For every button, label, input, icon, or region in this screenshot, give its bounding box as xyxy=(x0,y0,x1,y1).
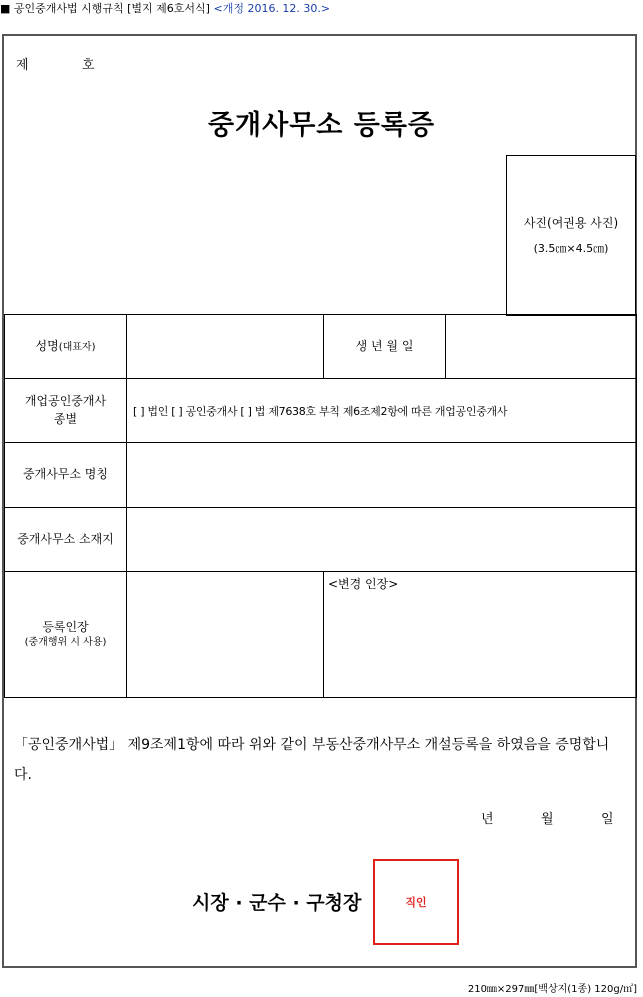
changed-seal-cell xyxy=(324,572,637,698)
registration-table xyxy=(4,314,637,698)
official-seal-box xyxy=(373,859,459,945)
paper-spec: 210㎜×297㎜[백상지(1종) 120g/㎡] xyxy=(467,984,637,995)
table-row xyxy=(5,572,637,698)
number-suffix: 호 xyxy=(82,58,95,73)
document-title: 중개사무소 등록증 xyxy=(207,110,436,141)
seal-value-cell xyxy=(127,572,324,698)
office-address-value-cell xyxy=(127,508,637,572)
type-label-line1: 개업공인중개사 xyxy=(24,394,107,409)
type-options: [ ] 법인 [ ] 공인중개사 [ ] 법 제7638호 부칙 제6조제2항에 따른 개업공인중개사 xyxy=(127,379,637,443)
date-year: 년 xyxy=(481,812,494,827)
birth-value-cell xyxy=(446,315,637,379)
official-seal-label: 직인 xyxy=(405,896,427,909)
seal-label: 등록인장 xyxy=(42,619,89,634)
birth-label: 생 년 월 일 xyxy=(324,315,446,379)
table-row xyxy=(5,443,637,508)
name-label: 성명 xyxy=(35,338,59,353)
number-label: 제 xyxy=(16,58,29,73)
name-sub-label: (대표자) xyxy=(58,341,96,353)
type-label-line2: 종별 xyxy=(53,411,78,426)
table-row xyxy=(5,379,637,443)
date-month: 월 xyxy=(541,812,554,827)
name-label-cell xyxy=(5,315,127,379)
seal-sub-label: (중개행위 시 사용) xyxy=(24,636,107,648)
office-name-label: 중개사무소 명칭 xyxy=(5,443,127,508)
certification-text: 「공인중개사법」 제9조제1항에 따라 위와 같이 부동산중개사무소 개설등록을 하였음을 증명합니다. xyxy=(14,737,610,783)
name-value-cell xyxy=(127,315,324,379)
photo-size: (3.5㎝×4.5㎝) xyxy=(533,242,609,255)
photo-box xyxy=(506,155,636,316)
changed-seal-label: <변경 인장> xyxy=(328,577,399,591)
office-name-value-cell xyxy=(127,443,637,508)
table-row xyxy=(5,315,637,379)
photo-label: 사진(여권용 사진) xyxy=(523,216,619,230)
amendment-date: <개정 2016. 12. 30.> xyxy=(213,2,331,15)
type-label-cell xyxy=(5,379,127,443)
form-ref-text: ■ 공인중개사법 시행규칙 [별지 제6호서식] xyxy=(0,2,210,15)
form-reference xyxy=(0,0,330,16)
office-address-label: 중개사무소 소재지 xyxy=(5,508,127,572)
seal-label-cell xyxy=(5,572,127,698)
issuer-title: 시장 · 군수 · 구청장 xyxy=(192,892,362,914)
table-row xyxy=(5,508,637,572)
date-day: 일 xyxy=(601,812,614,827)
